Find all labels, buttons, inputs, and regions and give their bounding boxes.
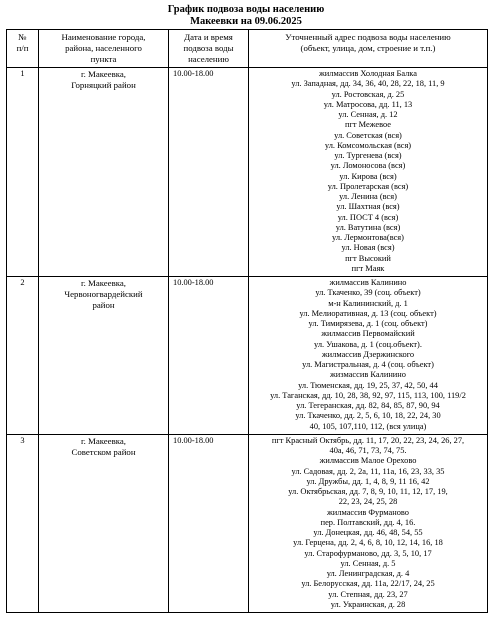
header-time xyxy=(169,30,249,68)
address-line: ул. Октябрьская, дд. 7, 8, 9, 10, 11, 12, 17, 19, xyxy=(288,487,448,496)
address-line: ул. Мелиоративная, д. 13 (соц. объект) xyxy=(299,308,437,318)
address-line: жилмассив Первомайский xyxy=(321,329,415,339)
address-line: ул. Ткаченко, 39 (соц. объект) xyxy=(315,288,421,298)
water-schedule-table xyxy=(6,29,488,613)
address-line: ул. Западная, дд. 34, 36, 40, 28, 22, 18, 11, 9 xyxy=(291,79,445,89)
address-line: ул. Донецкая, дд. 46, 48, 54, 55 xyxy=(313,528,423,537)
title-line-2: Макеевки на 09.06.2025 xyxy=(190,16,302,27)
header-city-line: пункта xyxy=(90,54,117,64)
address-line: ул. Тимирязева, д. 1 (соц. объект) xyxy=(308,319,428,328)
city-district-cell xyxy=(39,434,169,612)
table-row xyxy=(7,68,488,277)
header-time-line: Дата и время xyxy=(184,32,233,42)
address-list-cell xyxy=(249,277,488,435)
address-line: ул. ПОСТ 4 (вся) xyxy=(337,212,399,222)
address-line: ул. Советская (вся) xyxy=(334,130,402,140)
header-num-line: п/п xyxy=(16,43,29,53)
header-city-line: района, населенного xyxy=(65,43,142,53)
city-district-cell xyxy=(39,68,169,277)
address-line: жилмассив Малое Орехово xyxy=(319,456,417,466)
delivery-time: 10.00-18.00 xyxy=(169,434,249,612)
address-line: 40, 105, 107,110, 112, (вся улица) xyxy=(309,421,427,431)
address-line: ул. Тургенева (вся) xyxy=(334,151,402,160)
address-line: ул. Ленина (вся) xyxy=(339,192,397,201)
header-num-line: № xyxy=(18,32,27,42)
address-list-cell xyxy=(249,434,488,612)
address-line: ул. Белорусская, дд. 11а, 22/17, 24, 25 xyxy=(301,579,435,589)
city-district-line: г. Макеевка, xyxy=(80,435,126,446)
address-line: ул. Ростовская, д. 25 xyxy=(331,89,405,99)
address-line: жилмассив Калинино xyxy=(329,278,407,287)
address-line: ул. Ушакова, д. 1 (соц.объект). xyxy=(314,339,422,349)
address-line: ул. Матросова, дд. 11, 13 xyxy=(323,99,413,109)
city-district-line: район xyxy=(92,300,115,310)
address-line: ул. Сенная, д. 5 xyxy=(340,558,396,568)
header-num xyxy=(7,30,39,68)
address-line: ул. Таганская, дд. 10, 28, 38, 92, 97, 115, 113, 100, 119/2 xyxy=(270,390,466,400)
header-address-line: (объект, улица, дом, строение и т.п.) xyxy=(300,43,436,53)
address-line: 40а, 46, 71, 73, 74, 75. xyxy=(329,446,407,455)
title-line-1: График подвоза воды населению xyxy=(167,4,325,15)
address-line: ул. Кирова (вся) xyxy=(339,171,397,181)
city-district-line: Советском район xyxy=(71,446,136,457)
address-line: ул. Магистральная, д. 4 (соц. объект) xyxy=(302,360,434,369)
address-line: жилмассив Фурманово xyxy=(327,507,409,517)
address-line: жилмассив Холодная Балка xyxy=(319,69,417,78)
row-number: 2 xyxy=(7,277,39,435)
address-line: 22, 23, 24, 25, 28 xyxy=(338,497,398,507)
address-line: пер. Полтавский, дд. 4, 16. xyxy=(320,517,416,527)
table-row xyxy=(7,434,488,612)
address-line: ул. Ломоносова (вся) xyxy=(330,161,406,171)
address-line: жизмассив Калинино xyxy=(330,370,406,380)
address-line: ул. Старофурманово, дд. 3, 5, 10, 17 xyxy=(304,548,432,558)
city-district-line: Горняцкий район xyxy=(71,80,136,90)
header-time-line: подвоза воды xyxy=(183,43,234,53)
address-line: ул. Тюменская, дд. 19, 25, 37, 42, 50, 44 xyxy=(298,380,438,390)
address-line: пгт Маяк xyxy=(351,263,385,273)
address-line: ул. Новая (вся) xyxy=(341,243,395,253)
address-line: жилмассив Дзержинского xyxy=(321,349,415,359)
city-district-line: Червоногвардейский xyxy=(64,289,143,299)
header-address xyxy=(249,30,488,68)
address-line: ул. Украинская, д. 28 xyxy=(330,599,406,609)
delivery-time: 10.00-18.00 xyxy=(169,277,249,435)
address-line: ул. Лермонтова(вся) xyxy=(332,233,404,242)
address-line: м-н Калининский, д. 1 xyxy=(328,298,408,308)
address-line: ул. Садовая, дд. 2, 2а, 11, 11а, 16, 23, 33, 35 xyxy=(291,466,445,476)
address-line: ул. Степная, дд. 23, 27 xyxy=(328,589,408,599)
header-time-line: населению xyxy=(188,54,229,64)
address-line: ул. Тегеранская, дд. 82, 84, 85, 87, 90, 94 xyxy=(296,401,440,410)
address-line: ул. Сенная, д. 12 xyxy=(338,110,398,119)
city-district-line: г. Макеевка, xyxy=(80,69,126,79)
table-header-row xyxy=(7,30,488,68)
header-city-line: Наименование города, xyxy=(61,32,146,42)
address-line: пгт Высокий xyxy=(345,253,391,263)
row-number: 1 xyxy=(7,68,39,277)
header-city xyxy=(39,30,169,68)
header-address-line: Уточненный адрес подвоза воды населению xyxy=(285,32,451,42)
address-line: пгт Красный Октябрь, дд. 11, 17, 20, 22, 23, 24, 26, 27, xyxy=(271,435,465,445)
address-line: ул. Ткаченко, дд. 2, 5, 6, 10, 18, 22, 24, 30 xyxy=(295,411,441,421)
address-list-cell xyxy=(249,68,488,277)
address-line: ул. Шахтная (вся) xyxy=(336,202,400,212)
address-line: ул. Ленинградская, д. 4 xyxy=(326,569,410,578)
table-row xyxy=(7,277,488,435)
city-district-line: г. Макеевка, xyxy=(80,278,126,288)
delivery-time: 10.00-18.00 xyxy=(169,68,249,277)
address-line: ул. Комсомольская (вся) xyxy=(324,140,412,150)
address-line: ул. Герцена, дд. 2, 4, 6, 8, 10, 12, 14, 16, 18 xyxy=(293,538,443,548)
address-line: пгт Межевое xyxy=(344,120,392,130)
address-line: ул. Ватутина (вся) xyxy=(335,222,401,232)
address-line: ул. Пролетарская (вся) xyxy=(327,181,409,191)
address-line: ул. Дружбы, дд. 1, 4, 8, 9, 11 16, 42 xyxy=(306,476,430,486)
row-number: 3 xyxy=(7,434,39,612)
city-district-cell xyxy=(39,277,169,435)
